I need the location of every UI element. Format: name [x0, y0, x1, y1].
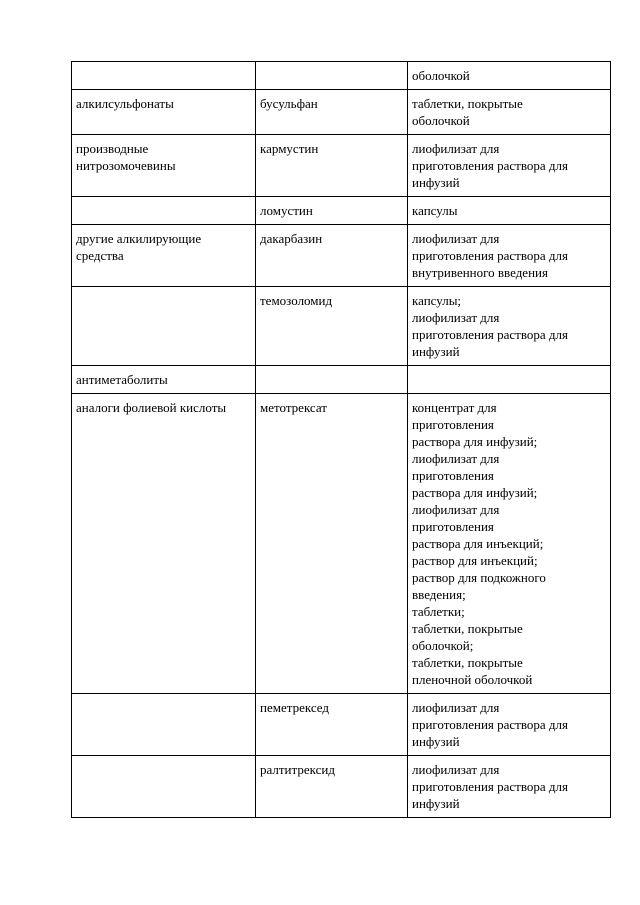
group-cell [72, 90, 256, 135]
form-line: таблетки, покрытые [412, 655, 523, 670]
group-name: средства [76, 248, 124, 263]
table-row [72, 62, 611, 90]
form-line: приготовления раствора для [412, 779, 568, 794]
group-name: другие алкилирующие [76, 231, 202, 246]
table-row [72, 197, 611, 225]
form-line: внутривенного введения [412, 265, 548, 280]
group-name: аналоги фолиевой кислоты [76, 400, 227, 415]
drug-cell [256, 135, 408, 197]
table-row [72, 694, 611, 756]
form-cell [408, 287, 611, 366]
form-line: приготовления [412, 519, 494, 534]
form-line: лиофилизат для [412, 310, 500, 325]
table-row [72, 756, 611, 818]
drug-cell [256, 197, 408, 225]
group-cell [72, 366, 256, 394]
drug-name: кармустин [260, 141, 319, 156]
form-line: раствора для инъекций; [412, 536, 544, 551]
form-line: лиофилизат для [412, 141, 500, 156]
form-line: приготовления раствора для [412, 158, 568, 173]
form-line: приготовления [412, 468, 494, 483]
form-line: лиофилизат для [412, 762, 500, 777]
form-line: раствора для инфузий; [412, 485, 538, 500]
table-row [72, 287, 611, 366]
group-cell [72, 62, 256, 90]
form-line: лиофилизат для [412, 700, 500, 715]
form-cell [408, 197, 611, 225]
drug-cell [256, 756, 408, 818]
form-line: лиофилизат для [412, 231, 500, 246]
drug-name: метотрексат [260, 400, 327, 415]
form-cell [408, 135, 611, 197]
form-cell [408, 694, 611, 756]
drug-cell [256, 225, 408, 287]
drug-name: темозоломид [260, 293, 333, 308]
drug-cell [256, 90, 408, 135]
drug-name: дакарбазин [260, 231, 323, 246]
form-line: оболочкой [412, 113, 470, 128]
group-cell [72, 135, 256, 197]
form-line: капсулы [412, 203, 458, 218]
drug-list-table [71, 61, 611, 818]
group-cell [72, 394, 256, 694]
form-cell [408, 756, 611, 818]
form-line: инфузий [412, 796, 460, 811]
form-line: раствор для инъекций; [412, 553, 538, 568]
form-line: раствор для подкожного [412, 570, 546, 585]
group-name: алкилсульфонаты [76, 96, 174, 111]
group-cell [72, 756, 256, 818]
group-name: производные [76, 141, 149, 156]
form-line: введения; [412, 587, 466, 602]
form-cell [408, 90, 611, 135]
form-line: оболочкой; [412, 638, 474, 653]
form-line: приготовления раствора для [412, 248, 568, 263]
group-cell [72, 197, 256, 225]
table-row [72, 225, 611, 287]
drug-name: бусульфан [260, 96, 318, 111]
form-line: приготовления [412, 417, 494, 432]
form-line: лиофилизат для [412, 451, 500, 466]
drug-cell [256, 366, 408, 394]
table-row [72, 90, 611, 135]
form-line: концентрат для [412, 400, 497, 415]
form-line: приготовления раствора для [412, 717, 568, 732]
group-cell [72, 694, 256, 756]
drug-cell [256, 694, 408, 756]
form-cell [408, 394, 611, 694]
group-cell [72, 225, 256, 287]
form-line: таблетки; [412, 604, 465, 619]
form-line: приготовления раствора для [412, 327, 568, 342]
drug-name: ломустин [260, 203, 313, 218]
form-cell [408, 225, 611, 287]
drug-name: пеметрексед [260, 700, 329, 715]
table-row [72, 135, 611, 197]
drug-cell [256, 287, 408, 366]
group-cell [72, 287, 256, 366]
form-line: капсулы; [412, 293, 462, 308]
drug-cell [256, 394, 408, 694]
form-line: пленочной оболочкой [412, 672, 533, 687]
form-line: таблетки, покрытые [412, 96, 523, 111]
form-cell [408, 366, 611, 394]
drug-cell [256, 62, 408, 90]
drug-name: ралтитрексид [260, 762, 335, 777]
form-line: лиофилизат для [412, 502, 500, 517]
form-line: раствора для инфузий; [412, 434, 538, 449]
form-line: инфузий [412, 175, 460, 190]
form-line: инфузий [412, 344, 460, 359]
group-name: антиметаболиты [76, 372, 168, 387]
form-line: таблетки, покрытые [412, 621, 523, 636]
form-cell [408, 62, 611, 90]
form-line: инфузий [412, 734, 460, 749]
table-row [72, 394, 611, 694]
group-name: нитрозомочевины [76, 158, 176, 173]
table-row [72, 366, 611, 394]
form-line: оболочкой [412, 68, 470, 83]
